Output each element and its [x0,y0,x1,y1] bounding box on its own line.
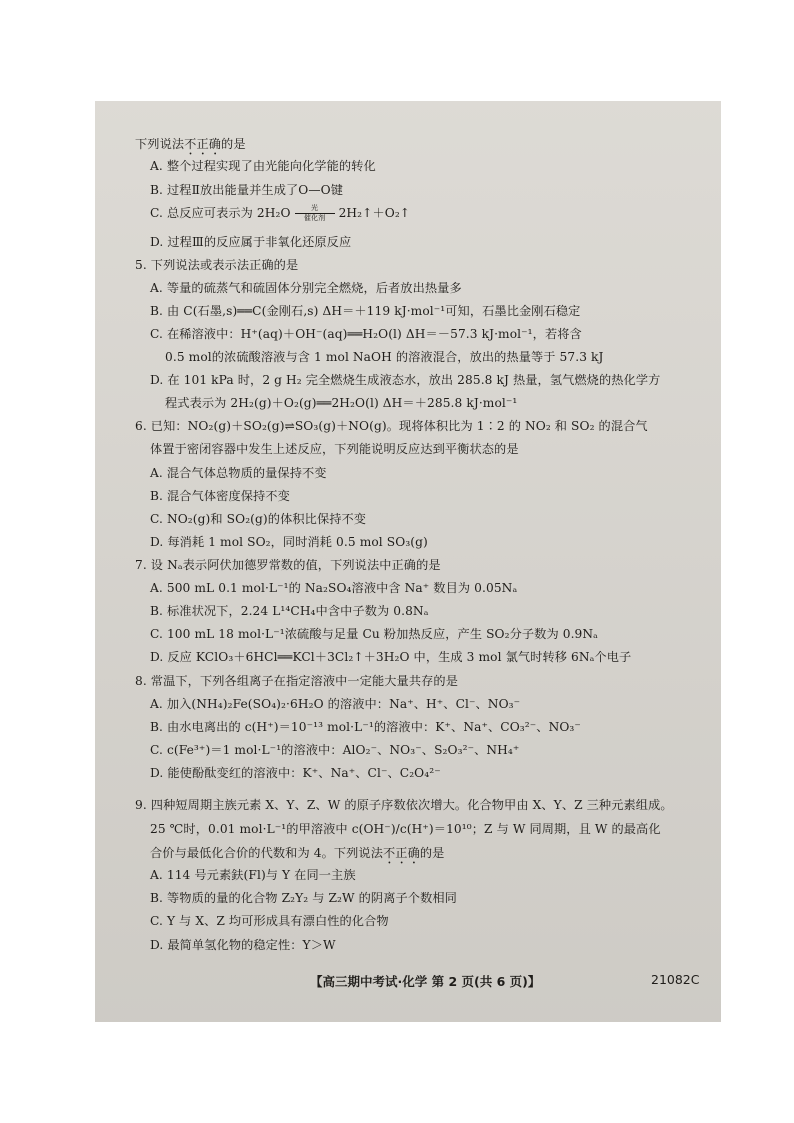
page-footer-code: 21082C [651,972,700,987]
q8-option-d: D. 能使酚酞变红的溶液中：K⁺、Na⁺、Cl⁻、C₂O₄²⁻ [150,766,441,780]
q7-option-c: C. 100 mL 18 mol·L⁻¹浓硫酸与足量 Cu 粉加热反应，产生 SO₂分子数为 0.9Nₐ [150,627,598,641]
q9-option-a: A. 114 号元素鈇(Fl)与 Y 在同一主族 [150,868,356,882]
condition-light: 光 [295,205,335,214]
q8-stem: 8. 常温下，下列各组离子在指定溶液中一定能大量共存的是 [135,674,458,688]
q9-option-d: D. 最简单氢化物的稳定性：Y＞W [150,938,336,952]
q9-stem-emphasis: 不正确 [383,846,420,860]
q8-option-a: A. 加入(NH₄)₂Fe(SO₄)₂·6H₂O 的溶液中：Na⁺、H⁺、Cl⁻、NO₃⁻ [150,697,521,711]
q4-option-c-lhs: C. 总反应可表示为 2H₂O [150,206,291,220]
q9-stem-cont: 25 ℃时，0.01 mol·L⁻¹的甲溶液中 c(OH⁻)/c(H⁺)＝10¹⁰；Z 与 W 同周期，且 W 的最高化 [150,822,661,836]
q5-option-c-cont: 0.5 mol的浓硫酸溶液与含 1 mol NaOH 的溶液混合，放出的热量等于 57.3 kJ [165,350,604,364]
q7-option-b: B. 标准状况下，2.24 L¹⁴CH₄中含中子数为 0.8Nₐ [150,604,429,618]
q5-option-a: A. 等量的硫蒸气和硫固体分别完全燃烧，后者放出热量多 [150,281,462,295]
q7-stem: 7. 设 Nₐ表示阿伏加德罗常数的值，下列说法中正确的是 [135,558,441,572]
q5-option-b: B. 由 C(石墨,s)══C(金刚石,s) ΔH＝＋119 kJ·mol⁻¹可知，石墨比金刚石稳定 [150,304,581,318]
q4-option-c-rhs: 2H₂↑＋O₂↑ [338,206,411,220]
condition-catalyst: 催化剂 [303,214,326,222]
q4-option-a: A. 整个过程实现了由光能向化学能的转化 [150,159,376,173]
q7-option-a: A. 500 mL 0.1 mol·L⁻¹的 Na₂SO₄溶液中含 Na⁺ 数目为 0.05Nₐ [150,581,518,595]
exam-page [95,101,721,1022]
q4-option-d: D. 过程Ⅲ的反应属于非氧化还原反应 [150,235,352,249]
q4-stem-emphasis: 不正确 [184,137,222,151]
q4-stem-end: 的是 [221,137,246,151]
q6-option-b: B. 混合气体密度保持不变 [150,489,290,503]
q7-option-d: D. 反应 KClO₃＋6HCl══KCl＋3Cl₂↑＋3H₂O 中，生成 3 mol 氯气时转移 6Nₐ个电子 [150,650,632,664]
q9-stem-end: 的是 [419,846,445,860]
q9-stem-cont2 [150,846,444,867]
q8-option-b: B. 由水电离出的 c(H⁺)＝10⁻¹³ mol·L⁻¹的溶液中：K⁺、Na⁺、CO₃²⁻、NO₃⁻ [150,720,581,734]
q6-option-c: C. NO₂(g)和 SO₂(g)的体积比保持不变 [150,512,367,526]
q5-option-d: D. 在 101 kPa 时，2 g H₂ 完全燃烧生成液态水，放出 285.8 kJ 热量，氢气燃烧的热化学方 [150,373,661,387]
q6-option-d: D. 每消耗 1 mol SO₂，同时消耗 0.5 mol SO₃(g) [150,535,428,549]
q8-option-c: C. c(Fe³⁺)＝1 mol·L⁻¹的溶液中：AlO₂⁻、NO₃⁻、S₂O₃²⁻、NH₄⁺ [150,743,520,757]
q4-option-c [150,205,410,222]
q4-option-b: B. 过程Ⅱ放出能量并生成了O—O键 [150,183,344,197]
q9-stem-text: 合价与最低化合价的代数和为 4。下列说法 [150,846,384,860]
q4-stem [135,137,246,158]
q6-option-a: A. 混合气体总物质的量保持不变 [150,466,327,480]
q9-stem: 9. 四种短周期主族元素 X、Y、Z、W 的原子序数依次增大。化合物甲由 X、Y、Z 三种元素组成。 [135,798,673,812]
q5-option-d-cont: 程式表示为 2H₂(g)＋O₂(g)══2H₂O(l) ΔH＝＋285.8 kJ·mol⁻¹ [165,396,518,410]
q9-option-c: C. Y 与 X、Z 均可形成具有漂白性的化合物 [150,914,389,928]
q6-stem-cont: 体置于密闭容器中发生上述反应，下列能说明反应达到平衡状态的是 [150,442,519,456]
reaction-condition [295,205,335,222]
page-footer-title: 【高三期中考试·化学 第 2 页(共 6 页)】 [310,974,541,989]
q4-stem-text: 下列说法 [135,137,185,151]
q5-stem: 5. 下列说法或表示法正确的是 [135,258,299,272]
q6-stem: 6. 已知：NO₂(g)＋SO₂(g)⇌SO₃(g)＋NO(g)。现将体积比为 1∶2 的 NO₂ 和 SO₂ 的混合气 [135,419,648,433]
q9-option-b: B. 等物质的量的化合物 Z₂Y₂ 与 Z₂W 的阴离子个数相同 [150,891,457,905]
q5-option-c: C. 在稀溶液中：H⁺(aq)＋OH⁻(aq)══H₂O(l) ΔH＝－57.3 kJ·mol⁻¹，若将含 [150,327,582,341]
